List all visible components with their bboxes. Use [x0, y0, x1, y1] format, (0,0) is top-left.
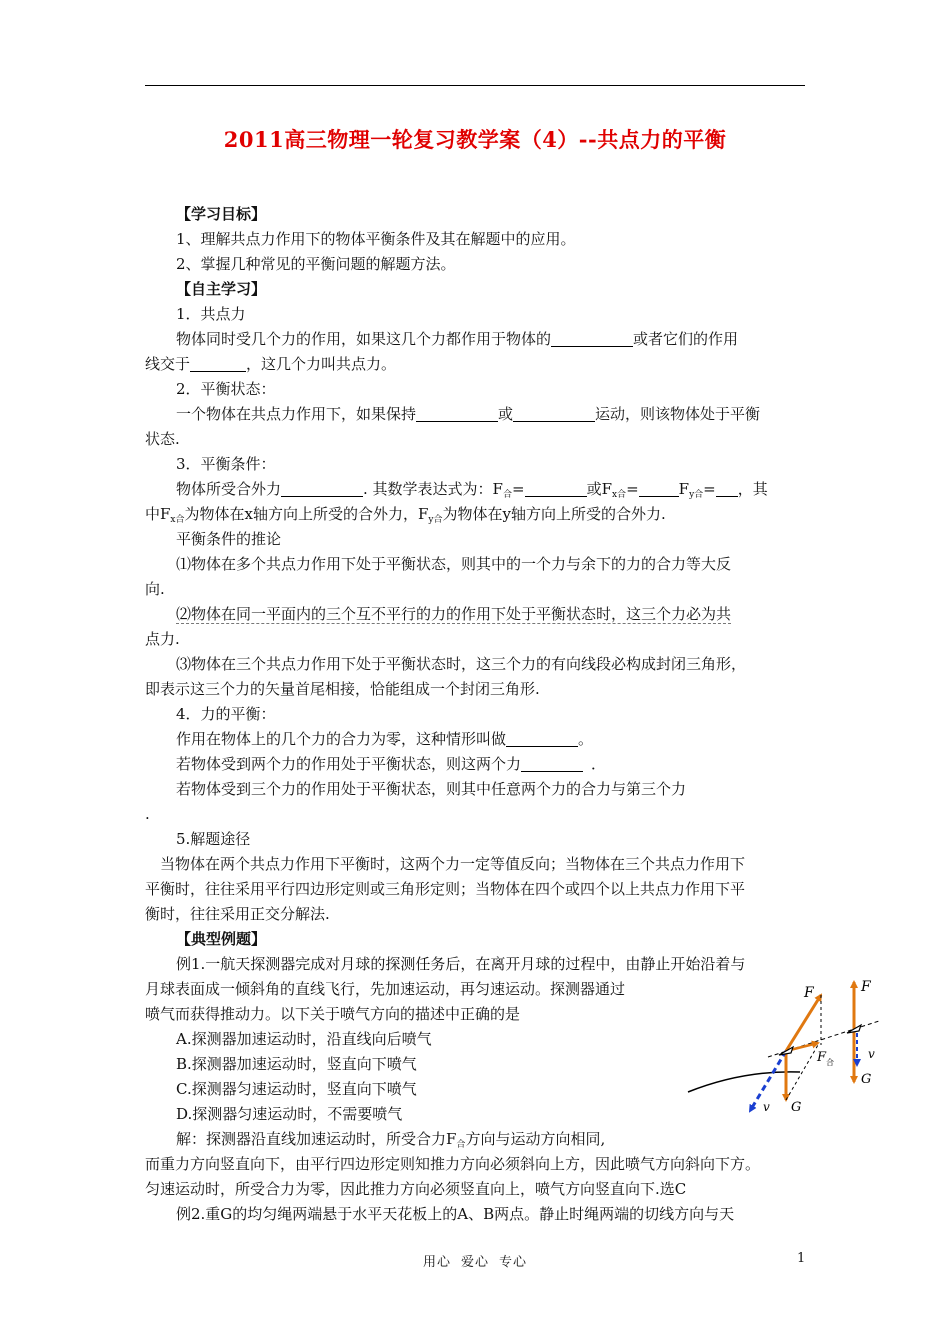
- label-G-right: G: [861, 1072, 872, 1087]
- section-2-line-2: 状态.: [145, 430, 180, 448]
- section-5-title: 5.解题途径: [176, 830, 251, 848]
- goals-heading: 【学习目标】: [176, 205, 267, 223]
- fill-blank: [513, 406, 595, 422]
- inference-3-b: 即表示这三个力的矢量首尾相接，恰能组成一个封闭三角形.: [145, 680, 540, 698]
- fill-blank: [281, 481, 363, 497]
- header-rule: [145, 85, 805, 86]
- page-footer: 用心 爱心 专心: [422, 1255, 528, 1270]
- moon-surface: [688, 1072, 800, 1092]
- goal-2: 2、掌握几种常见的平衡问题的解题方法。: [176, 255, 456, 273]
- fill-blank: [521, 756, 583, 772]
- label-F-net: F: [817, 1050, 827, 1065]
- self-study-heading: 【自主学习】: [176, 280, 267, 298]
- label-G-left: G: [791, 1100, 802, 1115]
- section-3-line-2: 中$F_{x合}$为物体在x轴方向上所受的合外力，$F_{y合}$为物体在y轴方向上所受的合外力.: [145, 505, 666, 525]
- section-2-title: 2．平衡状态：: [176, 380, 276, 398]
- fill-blank: [639, 481, 679, 497]
- inference-2-a: ⑵物体在同一平面内的三个互不平行的力的作用下处于平衡状态时，这三个力必为共: [176, 605, 732, 623]
- inference-2-b: 点力.: [145, 630, 180, 648]
- solution-line-3: 匀速运动时，所受合力为零，因此推力方向必须竖直向上，喷气方向竖直向下.选C: [145, 1180, 687, 1198]
- inference-3-a: ⑶物体在三个共点力作用下处于平衡状态时，这三个力的有向线段必构成封闭三角形，: [176, 655, 747, 673]
- inference-title: 平衡条件的推论: [176, 530, 282, 548]
- fill-blank: [506, 731, 578, 747]
- section-4-title: 4．力的平衡：: [176, 705, 276, 723]
- section-4-line-2: 若物体受到两个力的作用处于平衡状态，则这两个力 ．: [176, 755, 607, 773]
- section-4-line-1: 作用在物体上的几个力的合力为零，这种情形叫做 。: [176, 730, 594, 748]
- inference-1-a: ⑴物体在多个共点力作用下处于平衡状态，则其中的一个力与余下的力的合力等大反: [176, 555, 732, 573]
- section-5-line-2: 平衡时，往往采用平行四边形定则或三角形定则；当物体在四个或四个以上共点力作用下平: [145, 880, 746, 898]
- page-title: 2011高三物理一轮复习教学案（4）--共点力的平衡: [223, 127, 727, 152]
- label-v-left: v: [763, 1100, 770, 1114]
- fill-blank: [416, 406, 498, 422]
- label-F-right: F: [861, 979, 871, 995]
- section-5-line-1: 当物体在两个共点力作用下平衡时，这两个力一定等值反向；当物体在三个共点力作用下: [160, 855, 746, 873]
- label-F-left: F: [804, 985, 814, 1001]
- fill-blank: [716, 481, 738, 497]
- fill-blank: [551, 331, 633, 347]
- section-1-line-2: 线交于 ，这几个力叫共点力。: [145, 355, 397, 373]
- option-a: A.探测器加速运动时，沿直线向后喷气: [176, 1030, 432, 1048]
- label-F-net-sub: 合: [826, 1058, 834, 1067]
- option-b: B.探测器加速运动时，竖直向下喷气: [176, 1055, 417, 1073]
- inference-1-b: 向.: [145, 580, 165, 598]
- fill-blank: [525, 481, 587, 497]
- example-1-line-1: 例1.一航天探测器完成对月球的探测任务后，在离开月球的过程中，由静止开始沿着与: [176, 955, 746, 973]
- section-1-title: 1．共点力: [176, 305, 246, 323]
- goal-1: 1、理解共点力作用下的物体平衡条件及其在解题中的应用。: [176, 230, 576, 248]
- option-d: D.探测器匀速运动时，不需要喷气: [176, 1105, 403, 1123]
- section-4-line-3: 若物体受到三个力的作用处于平衡状态，则其中任意两个力的合力与第三个力: [176, 780, 687, 798]
- section-2-line-1: 一个物体在共点力作用下，如果保持 或 运动，则该物体处于平衡: [176, 405, 761, 423]
- section-5-line-3: 衡时，往往采用正交分解法.: [145, 905, 330, 923]
- option-c: C.探测器匀速运动时，竖直向下喷气: [176, 1080, 417, 1098]
- example-1-line-3: 喷气而获得推动力。以下关于喷气方向的描述中正确的是: [145, 1005, 521, 1023]
- solution-line-2: 而重力方向竖直向下，由平行四边形定则知推力方向必须斜向上方，因此喷气方向斜向下方。: [145, 1155, 761, 1173]
- example-2-line-1: 例2.重G的均匀绳两端悬于水平天花板上的A、B两点。静止时绳两端的切线方向与天: [176, 1205, 735, 1223]
- examples-heading: 【典型例题】: [176, 930, 267, 948]
- page-number: 1: [797, 1251, 806, 1266]
- label-v-right: v: [868, 1047, 875, 1061]
- section-3-title: 3．平衡条件：: [176, 455, 276, 473]
- section-3-line-1: 物体所受合外力 . 其数学表达式为：$F_合=$ 或$F_{x合}= F_{y合}=$ ，其: [176, 480, 768, 500]
- example-1-line-2: 月球表面成一倾斜角的直线飞行，先加速运动，再匀速运动。探测器通过: [145, 980, 626, 998]
- section-1-line-1: 物体同时受几个力的作用，如果这几个力都作用于物体的 或者它们的作用: [176, 330, 739, 348]
- section-4-line-4: .: [145, 805, 150, 823]
- solution-line-1: 解：探测器沿直线加速运动时，所受合力$F_合$方向与运动方向相同,: [176, 1130, 606, 1150]
- fill-blank: [190, 356, 246, 372]
- force-diagram: [683, 975, 883, 1120]
